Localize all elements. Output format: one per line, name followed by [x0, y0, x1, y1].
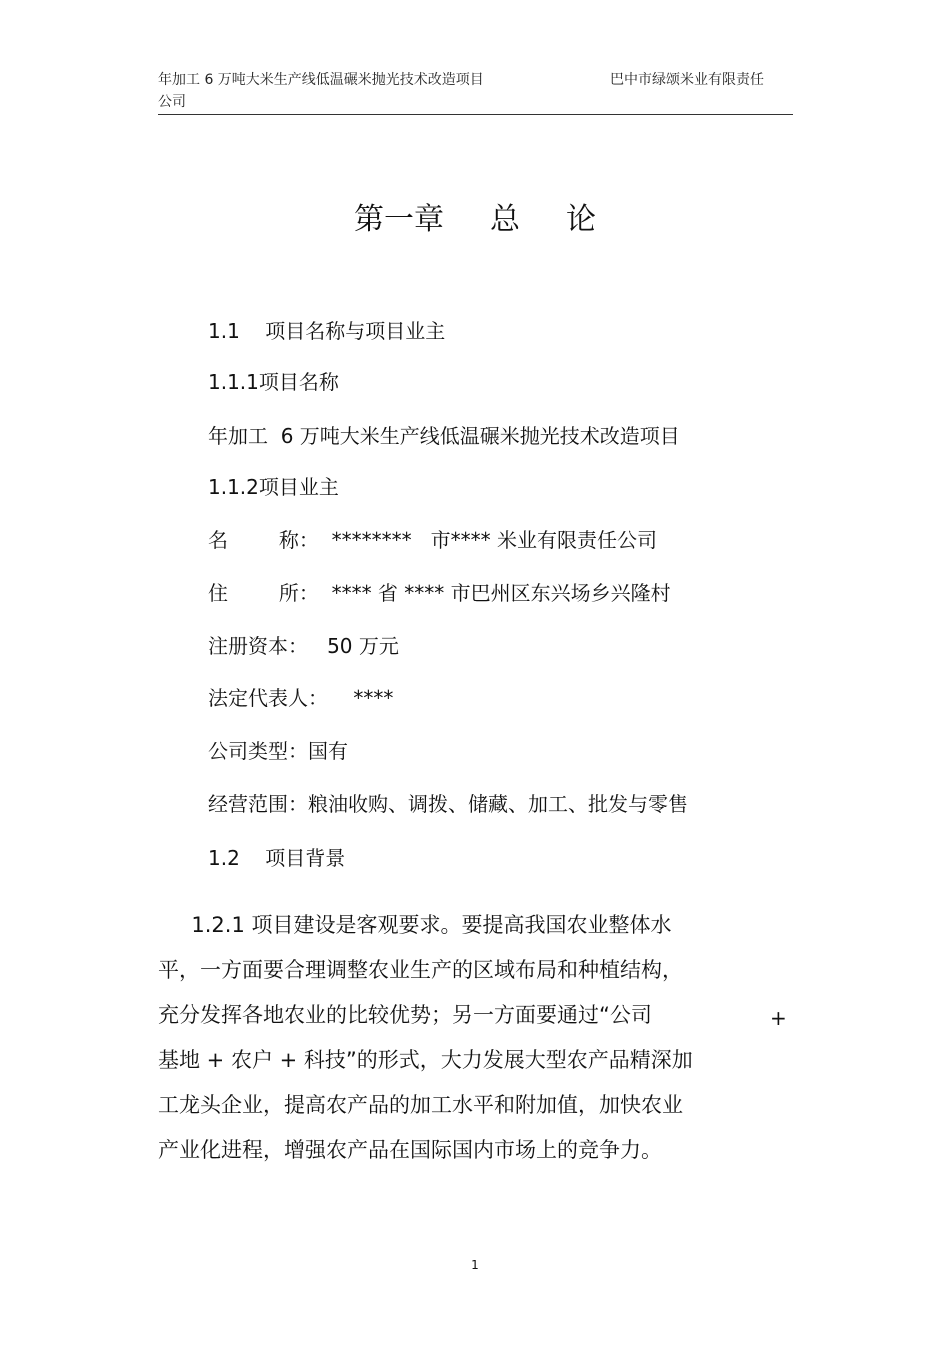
- owner-capital-row: 注册资本： 50 万元: [208, 634, 399, 658]
- chapter-title: [0, 198, 950, 242]
- owner-scope-row: 经营范围：粮油收购、调拨、储藏、加工、批发与零售: [208, 792, 688, 816]
- paragraph-line-2: 平，一方面要合理调整农业生产的区域布局和种植结构，: [158, 958, 683, 982]
- owner-address-row: 住 所： **** 省 **** 市巴州区东兴场乡兴隆村: [208, 581, 671, 605]
- chapter-number: 第一章: [354, 202, 444, 237]
- header-divider: [158, 114, 793, 115]
- header-company-name: 巴中市绿颂米业有限责任: [610, 72, 764, 88]
- section-1-2-heading: 1.2 项目背景: [208, 846, 346, 870]
- owner-representative-row: 法定代表人： ****: [208, 686, 394, 710]
- paragraph-line-1: 1.2.1 项目建设是客观要求。要提高我国农业整体水: [158, 913, 672, 937]
- chapter-word-1: 总: [490, 202, 520, 237]
- header-project-title: 年加工 6 万吨大米生产线低温碾米抛光技术改造项目: [158, 72, 484, 88]
- section-1-1-heading: 1.1 项目名称与项目业主: [208, 319, 446, 343]
- page-number: 1: [471, 1258, 479, 1272]
- chapter-word-2: 论: [566, 202, 596, 237]
- section-1-1-1-heading: 1.1.1项目名称: [208, 370, 339, 394]
- owner-type-row: 公司类型：国有: [208, 739, 348, 763]
- project-name: 年加工 6 万吨大米生产线低温碾米抛光技术改造项目: [208, 424, 680, 448]
- owner-name-row: 名 称： ******** 市**** 米业有限责任公司: [208, 528, 658, 552]
- header-company-suffix: 公司: [158, 94, 186, 110]
- paragraph-line-6: 产业化进程，增强农产品在国际国内市场上的竞争力。: [158, 1138, 662, 1162]
- paragraph-line-5: 工龙头企业，提高农产品的加工水平和附加值，加快农业: [158, 1093, 683, 1117]
- paragraph-plus-sign: +: [770, 1006, 787, 1030]
- section-1-1-2-heading: 1.1.2项目业主: [208, 475, 339, 499]
- paragraph-line-4: 基地 + 农户 + 科技”的形式，大力发展大型农产品精深加: [158, 1048, 693, 1072]
- paragraph-line-3: 充分发挥各地农业的比较优势；另一方面要通过“公司: [158, 1003, 652, 1027]
